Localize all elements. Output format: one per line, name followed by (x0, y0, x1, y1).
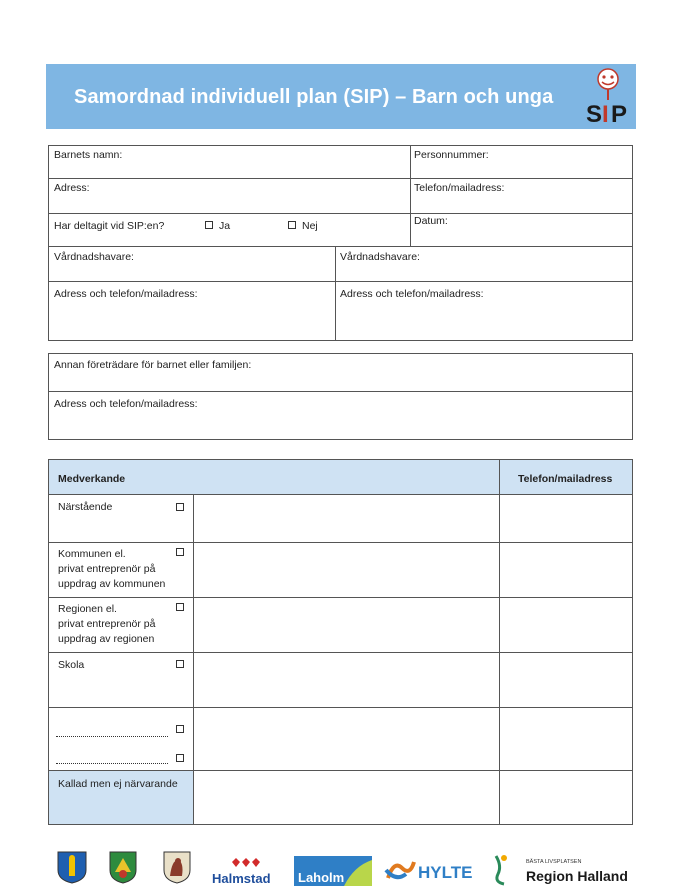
row-label-kallad: Kallad men ej närvarande (58, 778, 178, 790)
child-info-table (48, 145, 633, 341)
halmstad-logo (210, 852, 284, 886)
svg-text:P: P (611, 101, 628, 126)
region-halland-text: Region Halland (526, 868, 628, 884)
checkbox-nej[interactable] (288, 221, 296, 229)
label-ja: Ja (219, 220, 231, 232)
svg-text:S: S (586, 101, 603, 126)
municipality-crest-2 (108, 850, 138, 884)
municipality-crest-3 (162, 850, 192, 884)
laholm-logo-text: Laholm (298, 870, 345, 885)
blank-line-1[interactable] (56, 736, 168, 737)
hylte-logo (384, 856, 484, 886)
region-halland-logo (492, 852, 634, 886)
row-label-skola: Skola (58, 659, 85, 671)
checkbox-other-1[interactable] (176, 725, 184, 733)
region-halland-tagline: BÄSTA LIVSPLATSEN (526, 859, 582, 865)
label-deltagit: Har deltagit vid SIP:en? (54, 220, 165, 232)
checkbox-other-2[interactable] (176, 754, 184, 762)
row-label-kommunen: Kommunen el. privat entreprenör på uppdrag av kommunen (58, 548, 166, 590)
label-barnets-namn: Barnets namn: (54, 149, 123, 161)
checkbox-narstaende[interactable] (176, 503, 184, 511)
label-vardnadshavare-2: Vårdnadshavare: (340, 251, 420, 263)
header-medverkande: Medverkande (58, 473, 126, 485)
label-adress-tel-2: Adress och telefon/mailadress: (340, 288, 484, 300)
svg-text:I: I (602, 101, 609, 126)
label-nej: Nej (302, 220, 318, 232)
blank-line-2[interactable] (56, 763, 168, 764)
halmstad-logo-text: Halmstad (212, 871, 271, 886)
label-adress-tel-3: Adress och telefon/mailadress: (54, 398, 198, 410)
row-label-regionen: Regionen el. privat entreprenör på uppdrag av regionen (58, 603, 156, 645)
hylte-logo-text: HYLTE (418, 863, 473, 882)
checkbox-skola[interactable] (176, 660, 184, 668)
sip-logo (584, 66, 632, 126)
laholm-logo (294, 856, 372, 886)
checkbox-regionen[interactable] (176, 603, 184, 611)
label-vardnadshavare-1: Vårdnadshavare: (54, 251, 134, 263)
row-label-narstaende: Närstående (58, 501, 113, 513)
label-adress-tel-1: Adress och telefon/mailadress: (54, 288, 198, 300)
page-title: Samordnad individuell plan (SIP) – Barn och unga (74, 86, 554, 108)
checkbox-ja[interactable] (205, 221, 213, 229)
municipality-crest-1 (56, 850, 88, 884)
label-telefon: Telefon/mailadress: (414, 182, 505, 194)
header-telefon: Telefon/mailadress (518, 473, 613, 485)
label-personnummer: Personnummer: (414, 149, 489, 161)
checkbox-kommunen[interactable] (176, 548, 184, 556)
label-annan-foretradare: Annan företrädare för barnet eller familjen: (54, 359, 252, 371)
label-adress: Adress: (54, 182, 90, 194)
label-datum: Datum: (414, 215, 448, 227)
